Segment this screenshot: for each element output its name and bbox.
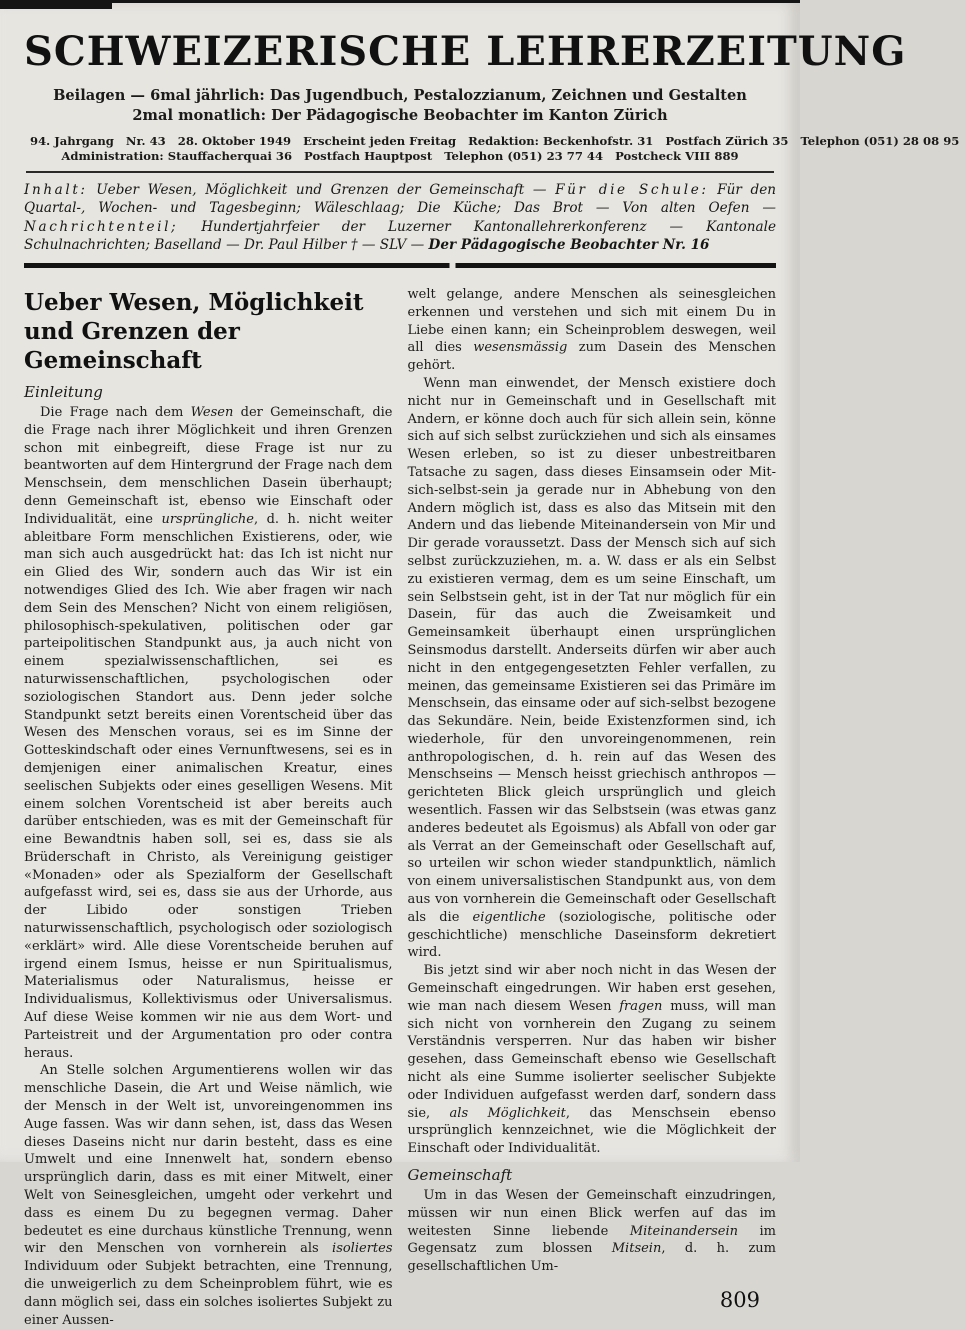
text-segment: der Gemeinschaft, die die Frage nach ihrer Möglichkeit und ihren Grenzen schon mit einbegreift, diese Frage ist nur zu beantworten auf dem Hintergrund der Frage nach dem Menschsein, dem menschlichen Dasein überhaupt; denn Gemeinschaft ist, ebenso wie Einschaft oder Individualität, eine (24, 404, 393, 527)
article-columns (24, 286, 776, 1329)
imprint-item: Telephon (051) 23 77 44 (444, 149, 604, 163)
paragraph (24, 1062, 393, 1329)
text-segment: , das Menschsein ebenso ursprünglich kennzeichnet, wie die Möglichkeit der Einschaft oder Individualität. (407, 1105, 777, 1157)
text-segment: Die Frage nach dem (40, 404, 191, 420)
emphasized-text: als Möglichkeit (449, 1105, 566, 1121)
emphasized-text: ursprüngliche (161, 511, 254, 527)
imprint-item: 94. Jahrgang (30, 134, 114, 148)
imprint-item: Postcheck VIII 889 (615, 149, 739, 163)
left-column-text (24, 404, 393, 1329)
text-segment: Für die Schule: (555, 181, 709, 198)
section-heading-einleitung: Einleitung (24, 382, 103, 401)
page-number: 809 (719, 1288, 760, 1312)
table-of-contents (24, 181, 776, 255)
emphasized-text: Wesen (190, 404, 234, 420)
text-segment: Der Pädagogische Beobachter Nr. 16 (428, 237, 710, 254)
paragraph (408, 375, 777, 962)
scan-edge-bar-left (0, 0, 112, 9)
imprint-item: Postfach Hauptpost (304, 149, 433, 163)
section-heading-gemeinschaft: Gemeinschaft (407, 1166, 513, 1185)
text-segment: welt gelange, andere Menschen als seinesgleichen erkennen und verstehen und sich mit einem Du in Liebe einen kann; ein Scheinproblem deswegen, weil all dies (407, 286, 776, 356)
imprint-item: Telephon (051) 28 08 95 (800, 134, 960, 148)
supplements-line-2: 2mal monatlich: Der Pädagogische Beobachter im Kanton Zürich (132, 107, 668, 124)
emphasized-text: isoliertes (332, 1241, 393, 1257)
right-column-text-top (408, 286, 777, 1158)
paragraph (408, 286, 777, 375)
text-segment: Ueber Wesen, Möglichkeit und Grenzen der Gemeinschaft — (87, 181, 556, 198)
emphasized-text: Miteinandersein (629, 1223, 738, 1239)
imprint-item: Administration: Stauffacherquai 36 (61, 149, 293, 163)
emphasized-text: Mitsein (611, 1241, 662, 1257)
emphasized-text: wesensmässig (473, 340, 568, 356)
supplements-line-1: Beilagen — 6mal jährlich: Das Jugendbuch, Pestalozzianum, Zeichnen und Gestalten (53, 87, 747, 104)
paragraph (408, 1187, 777, 1276)
right-column (408, 286, 777, 1329)
paragraph (24, 404, 393, 1062)
article-title: Ueber Wesen, Möglichkeit und Grenzen der Gemeinschaft (24, 288, 364, 374)
text-segment: zum Dasein des Menschen gehört. (407, 340, 776, 374)
text-segment: (soziologische, politische oder geschichtliche) menschliche Daseinsform dekretiert wird. (407, 909, 776, 961)
imprint-item: Postfach Zürich 35 (665, 134, 789, 148)
publication-title: SCHWEIZERISCHE LEHRERZEITUNG (24, 28, 907, 75)
left-column (24, 286, 393, 1329)
text-segment: Hundertjahrfeier der Luzerner Kantonallehrerkonferenz — Kantonale Schulnachrichten; Baselland — Dr. Paul Hilber † — SLV — (24, 218, 776, 254)
imprint-line-2 (24, 149, 776, 164)
text-segment: , d. h. zum gesellschaftlichen Um- (407, 1241, 776, 1275)
text-segment: muss, will man sich nicht von vornherein den Zugang zu seinem Verständnis versperren. Nur das haben wir bisher gesehen, dass Gemeinschaft ebenso wie Gesellschaft nicht als eine Summe isolierter seelischer Subjekte oder Individuen aufgefasst werden darf, sondern dass sie, (407, 998, 777, 1121)
text-segment: Wenn man einwendet, der Mensch existiere doch nicht nur in Gemeinschaft und in Gesellschaft mit Andern, er könne doch auch für sich allein sein, könne sich auf sich selbst zurückziehen und sich als einsames Wesen erleben, so ist zu dieser unbestreitbaren Tatsache zu sagen, dass dieses Einsamsein oder Mit-sich-selbst-sein ja gerade nur in Abhebung von den Andern möglich ist, dass es also das Mitsein mit den Andern und das liebende Miteinandersein von Mir und Dir gerade voraussetzt. Dass der Mensch sich auf sich selbst zurückzuziehen, m. a. W. dass er als ein Selbst zu existieren vermag, dem es um seine Einschaft, um sein Selbstsein geht, ist in der Tat nur möglich für ein Dasein, für das auch die Zweisamkeit und Gemeinsamkeit überhaupt einen ursprünglichen Seinsmodus darstellt. Anderseits dürfen wir aber auch nicht in den entgegengesetzten Fehler verfallen, zu meinen, das gemeinsame Existieren sei das Primäre im Menschsein, das einsame oder auf sich-selbst bezogene das Sekundäre. Nein, beide Existenzformen sind, ich wiederhole, für den unvoreingenommenen, rein anthropologischen, d. h. rein auf das Wesen des Menschseins — Mensch heisst griechisch anthropos — gerichteten Blick gleich ursprünglich und gleich wesentlich. Fassen wir das Selbstsein (was etwas ganz anderes bedeutet als Egoismus) als Abfall von oder gar als Verrat an der Gemeinschaft oder Gesellschaft auf, so urteilen wir schon wieder standpunktlich, nämlich von einem universalistischen Standpunkt aus, von dem aus von vornherein die Gemeinschaft oder Gesellschaft als die (407, 375, 776, 925)
text-segment: Inhalt: (24, 181, 88, 198)
imprint-line-1 (24, 134, 960, 149)
imprint-item: 28. Oktober 1949 (177, 134, 292, 148)
emphasized-text: fragen (619, 998, 663, 1014)
divider-thin-rule (26, 171, 774, 173)
text-segment: Nachrichtenteil; (24, 218, 179, 235)
text-segment: An Stelle solchen Argumentierens wollen wir das menschliche Dasein, die Art und Weise nämlich, wie der Mensch in der Welt ist, unvoreingenommen ins Auge fassen. Was wir dann sehen, ist, dass das Wesen dieses Daseins nicht nur darin besteht, dass es eine Umwelt und eine Innenwelt hat, sondern ebenso ursprünglich darin, dass es mit einer Mitwelt, einer Welt von Seinesgleichen, umgeht oder verkehrt und dass es einem Du zu begegnen vermag. Daher bedeutet es eine durchaus künstliche Trennung, wenn wir den Menschen von vornherein als (24, 1063, 393, 1257)
text-segment: Für den Quartal-, Wochen- und Tagesbeginn; Wäleschlaag; Die Küche; Das Brot — Von alten Oefen — (24, 181, 776, 217)
paragraph (408, 962, 777, 1158)
emphasized-text: eigentliche (472, 909, 546, 925)
masthead (24, 0, 960, 164)
imprint-item: Redaktion: Beckenhofstr. 31 (468, 134, 654, 148)
imprint-item: Nr. 43 (125, 134, 166, 148)
text-segment: Bis jetzt sind wir aber noch nicht in das Wesen der Gemeinschaft eingedrungen. Wir haben erst gesehen, wie man nach diesem Wesen (407, 963, 776, 1014)
right-column-text-bottom (408, 1187, 777, 1276)
text-segment: Um in das Wesen der Gemeinschaft einzudringen, müssen wir nun einen Blick werfen auf das im weitesten Sinne liebende (407, 1188, 776, 1239)
text-segment: , d. h. nicht weiter ableitbare Form menschlichen Existierens, oder, wie man sich auch ausgedrückt hat: das Ich ist nicht nur ein Glied des Wir, sondern auch das Wir ist ein notwendiges Glied des Ich. Wie aber fragen wir nach dem Sein des Menschen? Nicht von einem religiösen, philosophisch-spekulativen, politischen oder gar parteipolitischen Standpunkt aus, ja auch nicht von einem spezialwissenschaftlichen, sei es naturwissenschaftlichen, psychologischen oder soziologischen Standort aus. Denn jeder solche Standpunkt setzt bereits einen Vorentscheid über das Wesen des Menschen voraus, sei es im Sinne der Gotteskindschaft oder eines Vernunftwesens, sei es in demjenigen einer animalischen Kreatur, eines seelischen Subjekts oder eines geselligen Wesens. Mit einem solchen Vorentscheid ist aber bereits auch darüber entschieden, was es mit der Gemeinschaft für eine Bewandtnis haben soll, sei es, dass sie als Brüderschaft in Christo, als Vereinigung geistiger «Monaden» oder als Spezialform der Gesellschaft aufgefasst wird, sei es, dass sie aus der Urhorde, aus der Libido oder sonstigen Trieben naturwissenschaftlich, psychologisch oder soziologisch «erklärt» wird. Alle diese Vorentscheide beruhen auf irgend einem Ismus, heisse er nun Spiritualismus, Materialismus oder Naturalismus, heisse er Individualismus, Kollektivismus oder Universalismus. Auf diese Weise kommen wir nie aus dem Wort- und Parteistreit und der Argumentation pro oder contra heraus. (24, 511, 393, 1061)
text-segment: im Gegensatz zum blossen (407, 1223, 776, 1257)
scan-edge-bar (0, 0, 800, 3)
imprint-item: Erscheint jeden Freitag (303, 134, 457, 148)
text-segment: Individuum oder Subjekt betrachten, eine Trennung, die unweigerlich zu dem Scheinproblem führt, wie es dann möglich sei, dass ein solches isoliertes Subjekt zu einer Aussen- (24, 1259, 393, 1328)
divider-thick-rule (24, 263, 776, 268)
